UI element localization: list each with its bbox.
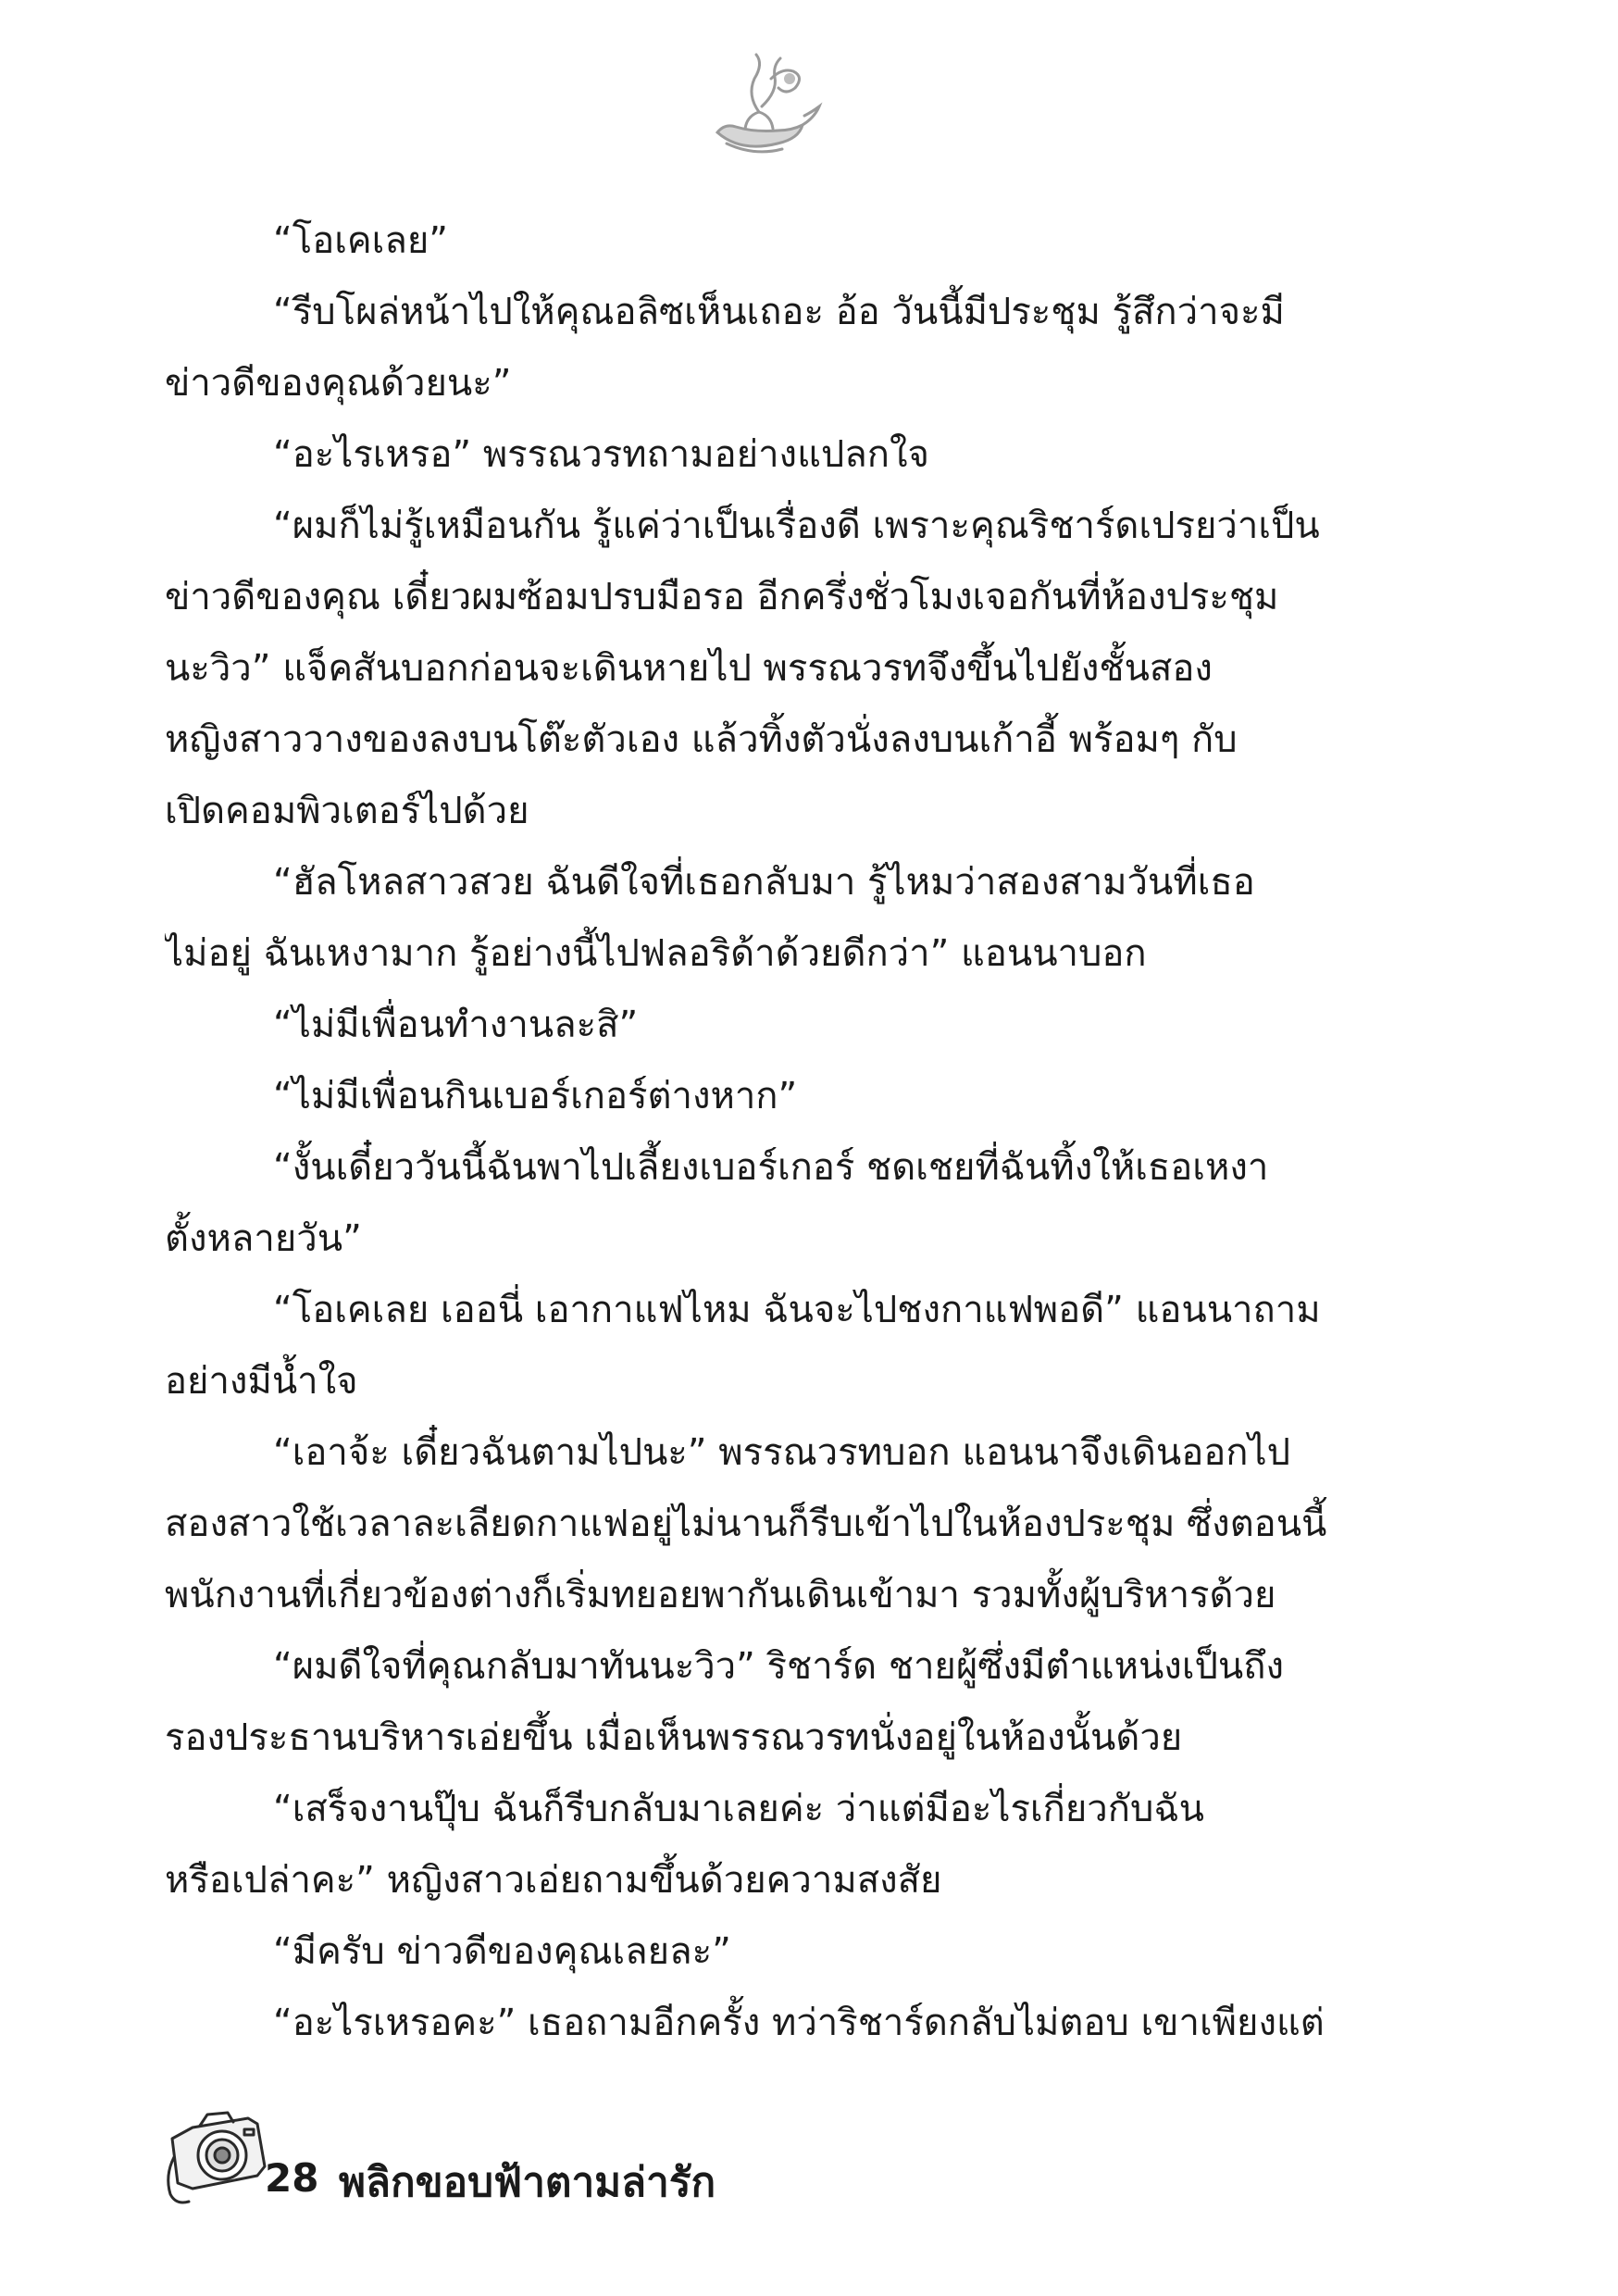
- genie-lamp-icon: [690, 51, 828, 162]
- camera-icon: [156, 2102, 276, 2213]
- book-title: พลิกขอบฟ้าตามล่ารัก: [339, 2159, 716, 2206]
- text-line: เปิดคอมพิวเตอร์ไปด้วย: [165, 790, 529, 832]
- page-footer: [156, 2102, 989, 2240]
- text-line: “ผมดีใจที่คุณกลับมาทันนะวิว” ริชาร์ด ชายผู้ซึ่งมีตำแหน่งเป็นถึง: [273, 1645, 1284, 1688]
- chapter-body-text: [165, 206, 1350, 2059]
- text-line: “โอเคเลย”: [273, 219, 449, 262]
- text-line: หญิงสาววางของลงบนโต๊ะตัวเอง แล้วทิ้งตัวนั่งลงบนเก้าอี้ พร้อมๆ กับ: [165, 718, 1238, 761]
- text-line: พนักงานที่เกี่ยวข้องต่างก็เริ่มทยอยพากันเดินเข้ามา รวมทั้งผู้บริหารด้วย: [165, 1574, 1276, 1616]
- text-line: “ไม่มีเพื่อนกินเบอร์เกอร์ต่างหาก”: [273, 1075, 798, 1117]
- text-line: ข่าวดีของคุณ เดี๋ยวผมซ้อมปรบมือรอ อีกครึ่งชั่วโมงเจอกันที่ห้องประชุม: [165, 576, 1279, 618]
- text-line: “รีบโผล่หน้าไปให้คุณอลิซเห็นเถอะ อ้อ วันนี้มีประชุม รู้สึกว่าจะมี: [273, 291, 1285, 333]
- text-line: หรือเปล่าคะ” หญิงสาวเอ่ยถามขึ้นด้วยความสงสัย: [165, 1859, 942, 1902]
- text-line: “เสร็จงานปุ๊บ ฉันก็รีบกลับมาเลยค่ะ ว่าแต่มีอะไรเกี่ยวกับฉัน: [273, 1788, 1204, 1830]
- text-line: สองสาวใช้เวลาละเลียดกาแฟอยู่ไม่นานก็รีบเข้าไปในห้องประชุม ซึ่งตอนนี้: [165, 1503, 1327, 1545]
- text-line: “อะไรเหรอคะ” เธอถามอีกครั้ง ทว่าริชาร์ดกลับไม่ตอบ เขาเพียงแต่: [273, 2002, 1325, 2044]
- text-line: “มีครับ ข่าวดีของคุณเลยละ”: [273, 1930, 731, 1973]
- text-line: ตั้งหลายวัน”: [165, 1217, 362, 1260]
- page-number: 28: [265, 2155, 319, 2201]
- text-line: ข่าวดีของคุณด้วยนะ”: [165, 362, 512, 405]
- text-line: นะวิว” แจ็คสันบอกก่อนจะเดินหายไป พรรณวรทจึงขึ้นไปยังชั้นสอง: [165, 647, 1213, 690]
- text-line: “ผมก็ไม่รู้เหมือนกัน รู้แค่ว่าเป็นเรื่องดี เพราะคุณริชาร์ดเปรยว่าเป็น: [273, 505, 1320, 547]
- text-line: “งั้นเดี๋ยววันนี้ฉันพาไปเลี้ยงเบอร์เกอร์ ชดเชยที่ฉันทิ้งให้เธอเหงา: [273, 1146, 1269, 1189]
- text-line: ไม่อยู่ ฉันเหงามาก รู้อย่างนี้ไปฟลอริด้าด้วยดีกว่า” แอนนาบอก: [165, 932, 1147, 975]
- text-line: “อะไรเหรอ” พรรณวรทถามอย่างแปลกใจ: [273, 433, 929, 476]
- text-line: “โอเคเลย เออนี่ เอากาแฟไหม ฉันจะไปชงกาแฟพอดี” แอนนาถาม: [273, 1289, 1321, 1331]
- text-line: อย่างมีน้ำใจ: [165, 1360, 358, 1403]
- text-line: “ไม่มีเพื่อนทำงานละสิ”: [273, 1004, 639, 1046]
- text-line: “ฮัลโหลสาวสวย ฉันดีใจที่เธอกลับมา รู้ไหมว่าสองสามวันที่เธอ: [273, 861, 1255, 904]
- text-line: รองประธานบริหารเอ่ยขึ้น เมื่อเห็นพรรณวรทนั่งอยู่ในห้องนั้นด้วย: [165, 1716, 1183, 1759]
- text-line: “เอาจ้ะ เดี๋ยวฉันตามไปนะ” พรรณวรทบอก แอนนาจึงเดินออกไป: [273, 1431, 1291, 1474]
